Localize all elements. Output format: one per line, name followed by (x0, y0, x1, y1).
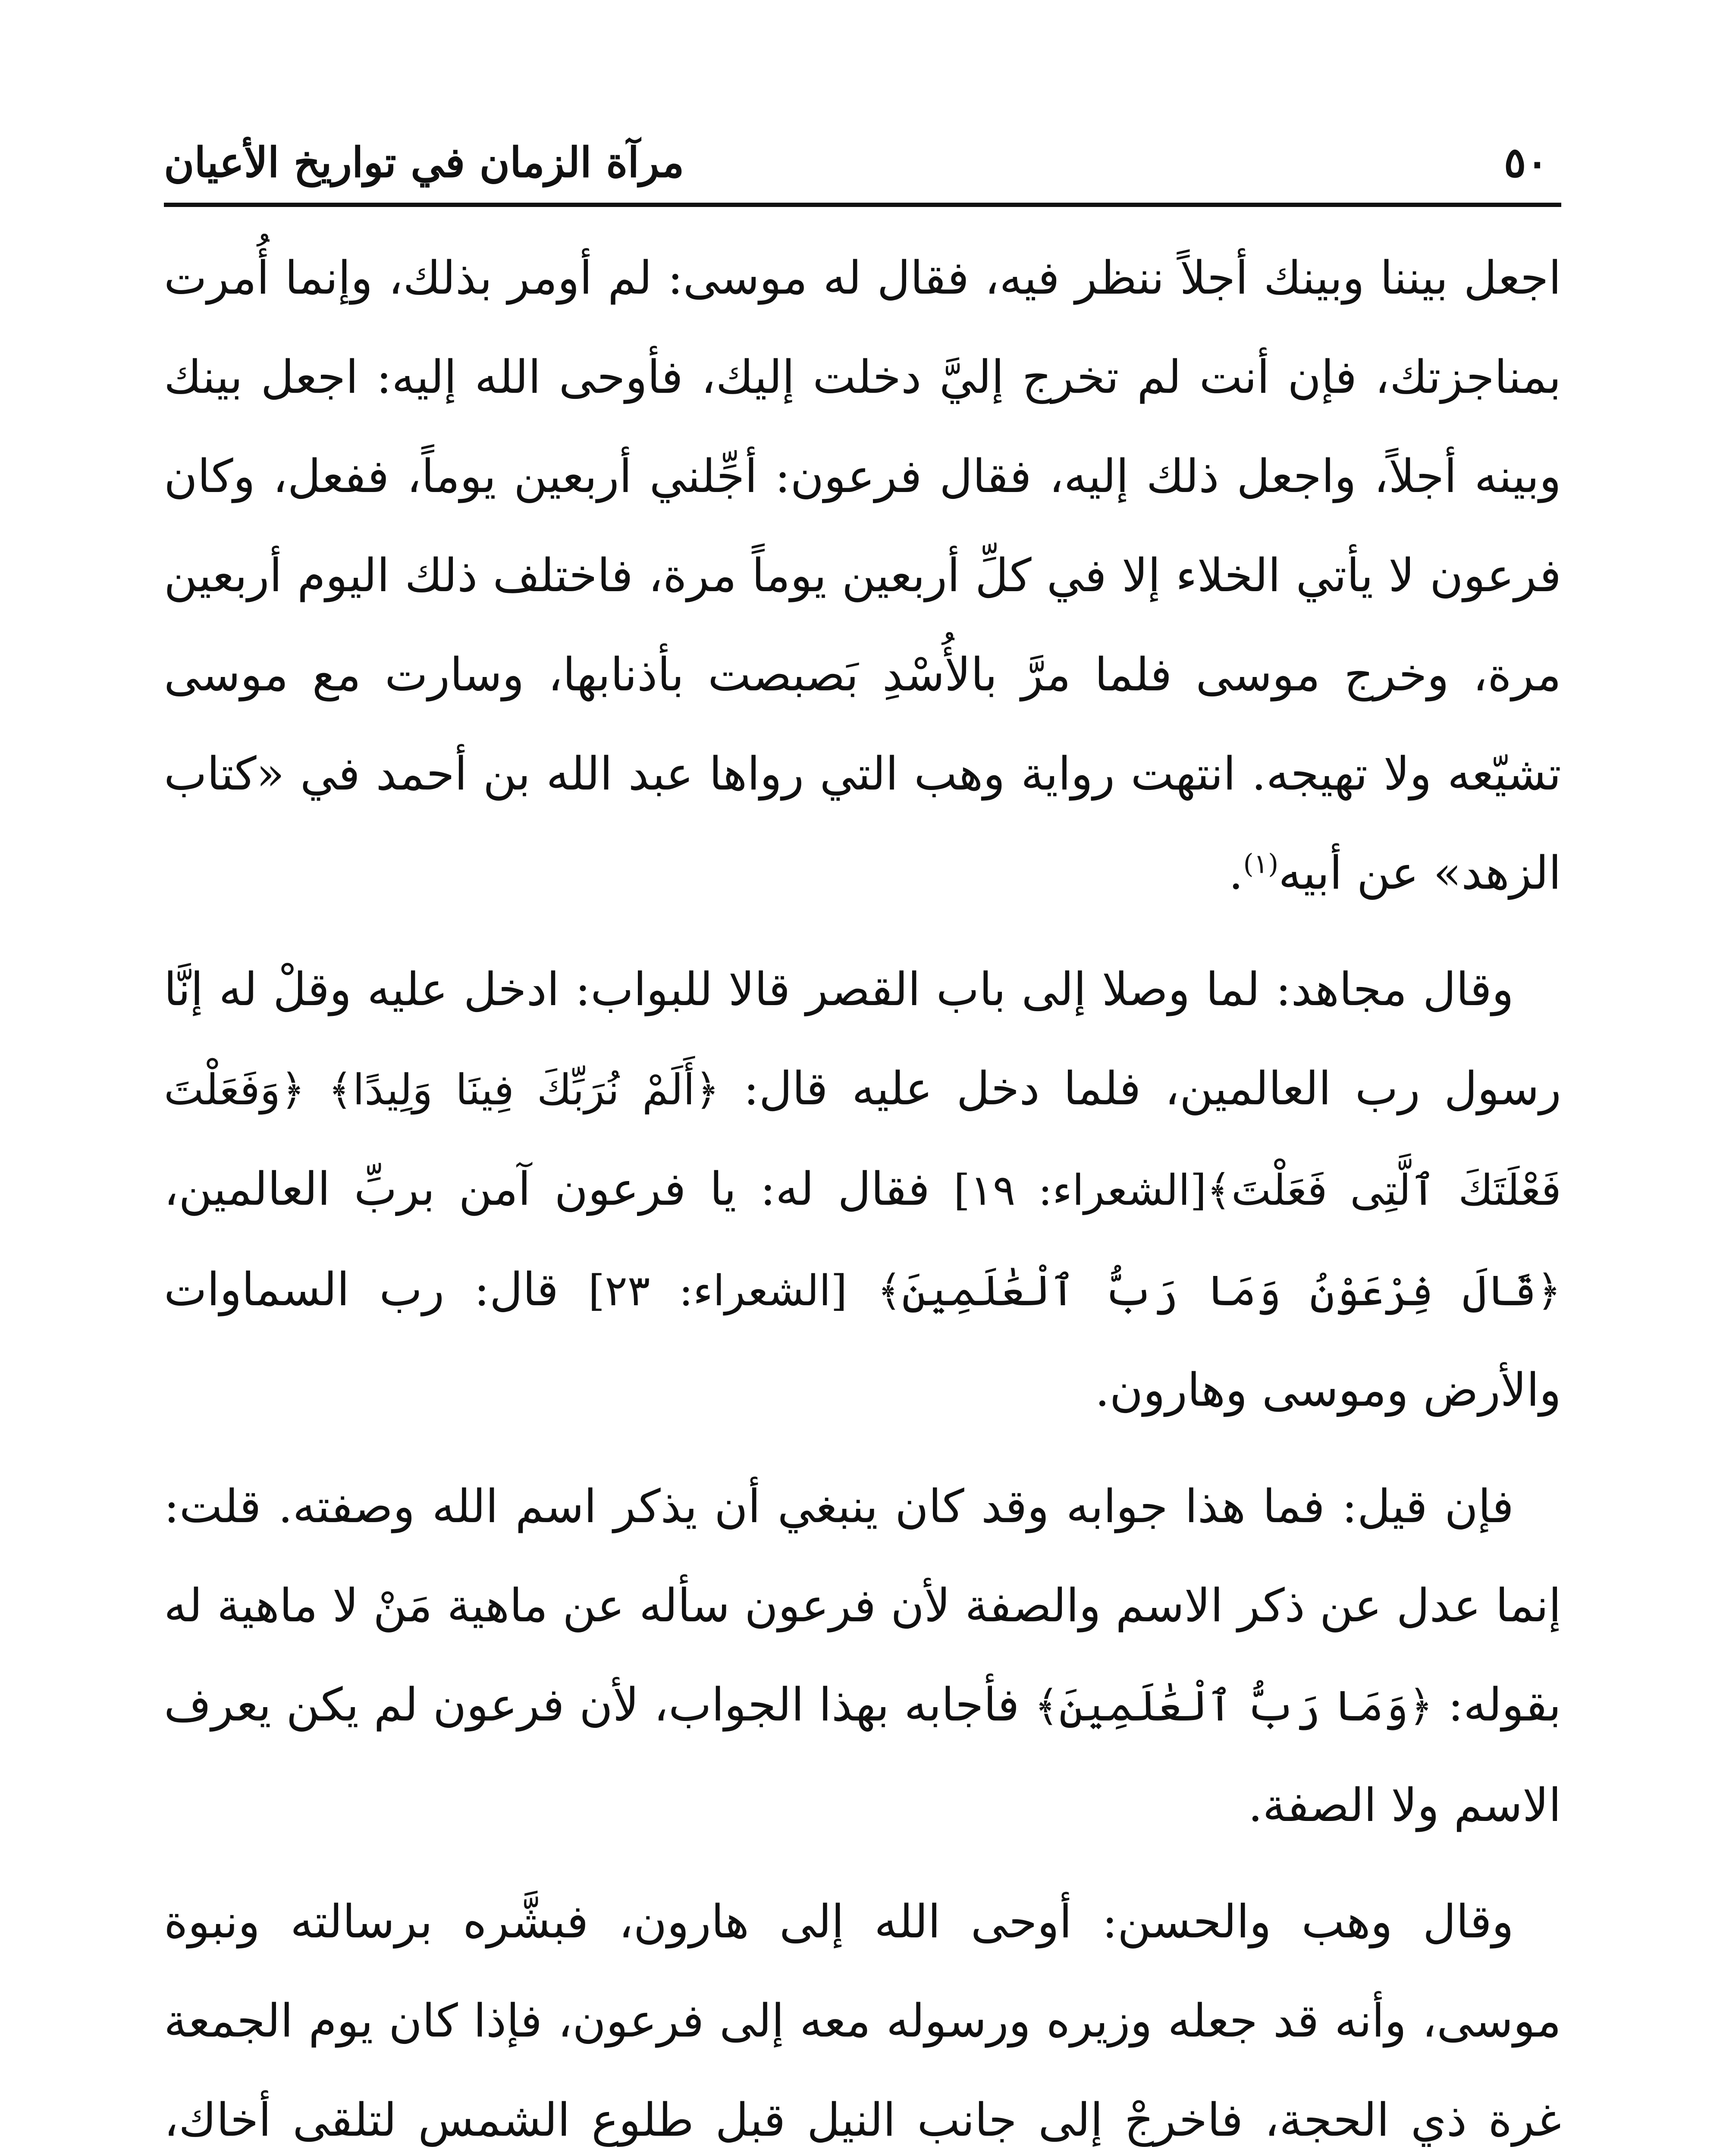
paragraph-text: وقال مجاهد: لما وصلا إلى باب القصر قالا للبواب: ادخل عليه وقلْ له إنَّا رسول رب العالمين، فلما دخل عليه قال: (164, 963, 1561, 1115)
paragraph-text: فقال له: يا فرعون آمن بربِّ العالمين، (164, 1163, 930, 1216)
paragraph-4 (164, 1872, 1561, 2156)
paragraph-text: قال: رب السماوات والأرض وموسى وهارون. (164, 1263, 1561, 1416)
paragraph-3 (164, 1457, 1561, 1855)
footnote-reference: (١) (1243, 848, 1279, 880)
paragraph-2 (164, 940, 1561, 1440)
page-number: ٥٠ (1503, 138, 1548, 187)
paragraph-text: اجعل بيننا وبينك أجلاً ننظر فيه، فقال له موسى: لم أومر بذلك، وإنما أُمرت بمناجزتك، فإن أنت لم تخرج إليَّ دخلت إليك، فأوحى الله إليه: اجعل بينك وبينه أجلاً، واجعل ذلك إليه، فقال فرعون: أجِّلني أربعين يوماً، ففعل، وكان فرعون لا يأتي الخلاء إلا في كلِّ أربعين يوماً مرة، فاختلف ذلك اليوم أربعين مرة، وخرج موسى فلما مرَّ بالأُسْدِ بَصبصت بأذنابها، وسارت مع موسى تشيّعه ولا تهيجه. انتهت رواية وهب التي رواها عبد الله بن أحمد في «كتاب الزهد» عن أبيه (164, 251, 1561, 899)
paragraph-1 (164, 229, 1561, 923)
quran-verse: ﴿قَالَ فِرْعَوْنُ وَمَا رَبُّ ٱلْعَٰلَمِينَ﴾ (877, 1266, 1561, 1316)
body-text (164, 229, 1561, 2156)
book-title: مرآة الزمان في تواريخ الأعيان (164, 138, 684, 187)
sentence-end: . (1228, 846, 1243, 899)
quran-verse: ﴿وَمَا رَبُّ ٱلْعَٰلَمِينَ﴾ (1034, 1682, 1433, 1731)
page-header (164, 129, 1561, 207)
quran-verse: ﴿أَلَمْ نُرَبِّكَ فِينَا وَلِيدًا﴾ ﴿وَفَعَلْتَ فَعْلَتَكَ ٱلَّتِى فَعَلْتَ﴾ (164, 1065, 1561, 1215)
book-page (164, 129, 1561, 2156)
paragraph-text: وقال وهب والحسن: أوحى الله إلى هارون، فبشَّره برسالته ونبوة موسى، وأنه قد جعله وزيره ورسوله معه إلى فرعون، فإذا كان يوم الجمعة غرة ذي الحجة، فاخرجْ إلى جانب النيل قبل طلوع الشمس لتلقى أخاك، (164, 1895, 1561, 2147)
verse-reference: [الشعراء: ١٩] (954, 1166, 1207, 1215)
verse-reference: [الشعراء: ٢٣] (588, 1266, 847, 1316)
paragraph-text: فأجابه بهذا الجواب، لأن فرعون لم يكن يعرف الاسم ولا الصفة. (164, 1678, 1561, 1832)
paragraph-text: فإن قيل: فما هذا جوابه وقد كان ينبغي أن يذكر اسم الله وصفته. قلت: إنما عدل عن ذكر الاسم والصفة لأن فرعون سأله عن ماهية مَنْ لا ماهية له بقوله: (164, 1480, 1561, 1731)
